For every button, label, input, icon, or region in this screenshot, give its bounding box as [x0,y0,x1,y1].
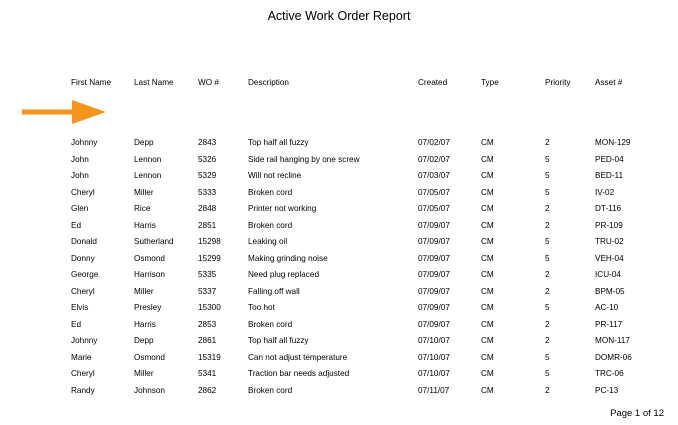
priority-cell: 2 [545,270,550,279]
last-name-cell: Presley [134,303,162,312]
last-name-cell: Depp [134,138,154,147]
first-name-cell: Cheryl [71,369,95,378]
type-cell: CM [481,237,494,246]
header-asset-number: Asset # [595,78,623,87]
first-name-cell: Ed [71,319,82,329]
type-cell: CM [481,385,494,395]
created-cell: 07/11/07 [418,385,450,395]
first-name-cell: John [71,154,89,164]
wo-number-cell: 2851 [198,220,217,230]
priority-cell: 2 [545,336,550,345]
first-name-cell: Johnny [71,138,98,147]
created-cell: 07/09/07 [418,253,450,263]
wo-number-cell: 5341 [198,369,217,378]
first-name-cell: Marie [71,352,92,362]
asset-number-cell: PC-13 [595,385,619,395]
first-name-cell: Cheryl [71,286,95,296]
asset-number-cell: PR-109 [595,220,623,230]
description-cell: Broken cord [248,220,293,230]
description-cell: Printer not working [248,204,317,213]
description-cell: Traction bar needs adjusted [248,369,350,378]
last-name-cell: Harris [134,319,156,329]
created-cell: 07/02/07 [418,138,450,147]
description-cell: Top half all fuzzy [248,336,309,345]
type-cell: CM [481,270,494,279]
created-cell: 07/09/07 [418,286,450,296]
asset-number-cell: PR-117 [595,319,623,329]
created-cell: 07/09/07 [418,303,450,312]
priority-cell: 2 [545,138,550,147]
last-name-cell: Miller [134,369,154,378]
description-cell: Broken cord [248,385,293,395]
header-priority: Priority [545,78,571,87]
type-cell: CM [481,204,494,213]
asset-number-cell: DOMR-06 [595,352,632,362]
wo-number-cell: 2862 [198,385,217,395]
wo-number-cell: 2853 [198,319,217,329]
last-name-cell: Osmond [134,352,165,362]
wo-number-cell: 2861 [198,336,217,345]
asset-number-cell: IV-02 [595,187,615,197]
first-name-cell: Elvis [71,303,89,312]
created-cell: 07/02/07 [418,154,450,164]
description-cell: Making grinding noise [248,253,328,263]
last-name-cell: Harrison [134,270,165,279]
asset-number-cell: ICU-04 [595,270,621,279]
asset-number-cell: MON-117 [595,336,630,345]
first-name-cell: Cheryl [71,187,95,197]
description-cell: Top half all fuzzy [248,138,309,147]
first-name-cell: John [71,171,89,180]
asset-number-cell: BED-11 [595,171,624,180]
description-cell: Can not adjust temperature [248,352,348,362]
created-cell: 07/09/07 [418,270,450,279]
type-cell: CM [481,303,494,312]
type-cell: CM [481,352,494,362]
priority-cell: 5 [545,352,550,362]
last-name-cell: Depp [134,336,154,345]
created-cell: 07/10/07 [418,369,450,378]
header-first-name: First Name [71,78,112,87]
last-name-cell: Miller [134,187,154,197]
type-cell: CM [481,369,494,378]
created-cell: 07/05/07 [418,204,450,213]
description-cell: Falling off wall [248,286,300,296]
wo-number-cell: 5329 [198,171,217,180]
last-name-cell: Miller [134,286,154,296]
wo-number-cell: 5335 [198,270,217,279]
first-name-cell: Ed [71,220,82,230]
header-wo-number: WO # [198,78,219,87]
first-name-cell: Donny [71,253,95,263]
asset-number-cell: TRC-06 [595,369,624,378]
first-name-cell: George [71,270,99,279]
first-name-cell: Donald [71,237,97,246]
priority-cell: 5 [545,369,550,378]
wo-number-cell: 5326 [198,154,217,164]
priority-cell: 2 [545,220,550,230]
last-name-cell: Sutherland [134,237,174,246]
last-name-cell: Lennon [134,171,162,180]
description-cell: Side rail hanging by one screw [248,154,360,164]
first-name-cell: Johnny [71,336,98,345]
priority-cell: 2 [545,204,550,213]
wo-number-cell: 2843 [198,138,217,147]
type-cell: CM [481,171,494,180]
priority-cell: 5 [545,187,550,197]
last-name-cell: Johnson [134,385,165,395]
wo-number-cell: 15319 [198,352,221,362]
arrow-right-icon [22,98,106,126]
asset-number-cell: AC-10 [595,303,619,312]
priority-cell: 5 [545,171,550,180]
wo-number-cell: 15298 [198,237,221,246]
last-name-cell: Rice [134,204,151,213]
priority-cell: 5 [545,253,550,263]
priority-cell: 5 [545,303,550,312]
description-cell: Leaking oil [248,237,288,246]
priority-cell: 2 [545,286,550,296]
type-cell: CM [481,286,494,296]
description-cell: Too hot [248,303,275,312]
header-type: Type [481,78,499,87]
last-name-cell: Harris [134,220,156,230]
report-title: Active Work Order Report [267,9,411,23]
created-cell: 07/03/07 [418,171,450,180]
priority-cell: 2 [545,385,550,395]
wo-number-cell: 15300 [198,303,221,312]
description-cell: Will not recline [248,171,302,180]
header-created: Created [418,78,448,87]
asset-number-cell: DT-116 [595,204,622,213]
wo-number-cell: 15299 [198,253,221,263]
type-cell: CM [481,138,494,147]
asset-number-cell: BPM-05 [595,286,625,296]
created-cell: 07/05/07 [418,187,450,197]
priority-cell: 5 [545,154,550,164]
wo-number-cell: 2848 [198,204,217,213]
description-cell: Broken cord [248,319,293,329]
header-last-name: Last Name [134,78,174,87]
created-cell: 07/10/07 [418,336,450,345]
description-cell: Need plug replaced [248,270,320,279]
asset-number-cell: PED-04 [595,154,624,164]
first-name-cell: Glen [71,204,89,213]
wo-number-cell: 5337 [198,286,217,296]
wo-number-cell: 5333 [198,187,217,197]
type-cell: CM [481,319,494,329]
asset-number-cell: VEH-04 [595,253,624,263]
asset-number-cell: MON-129 [595,138,631,147]
created-cell: 07/10/07 [418,352,450,362]
priority-cell: 5 [545,237,550,246]
type-cell: CM [481,154,494,164]
first-name-cell: Randy [71,385,95,395]
asset-number-cell: TRU-02 [595,237,624,246]
type-cell: CM [481,220,494,230]
last-name-cell: Lennon [134,154,162,164]
description-cell: Broken cord [248,187,293,197]
type-cell: CM [481,253,494,263]
type-cell: CM [481,187,494,197]
created-cell: 07/09/07 [418,237,450,246]
priority-cell: 2 [545,319,550,329]
header-description: Description [248,78,289,87]
created-cell: 07/09/07 [418,220,450,230]
last-name-cell: Osmond [134,253,165,263]
type-cell: CM [481,336,494,345]
page-indicator: Page 1 of 12 [610,408,664,419]
created-cell: 07/09/07 [418,319,450,329]
